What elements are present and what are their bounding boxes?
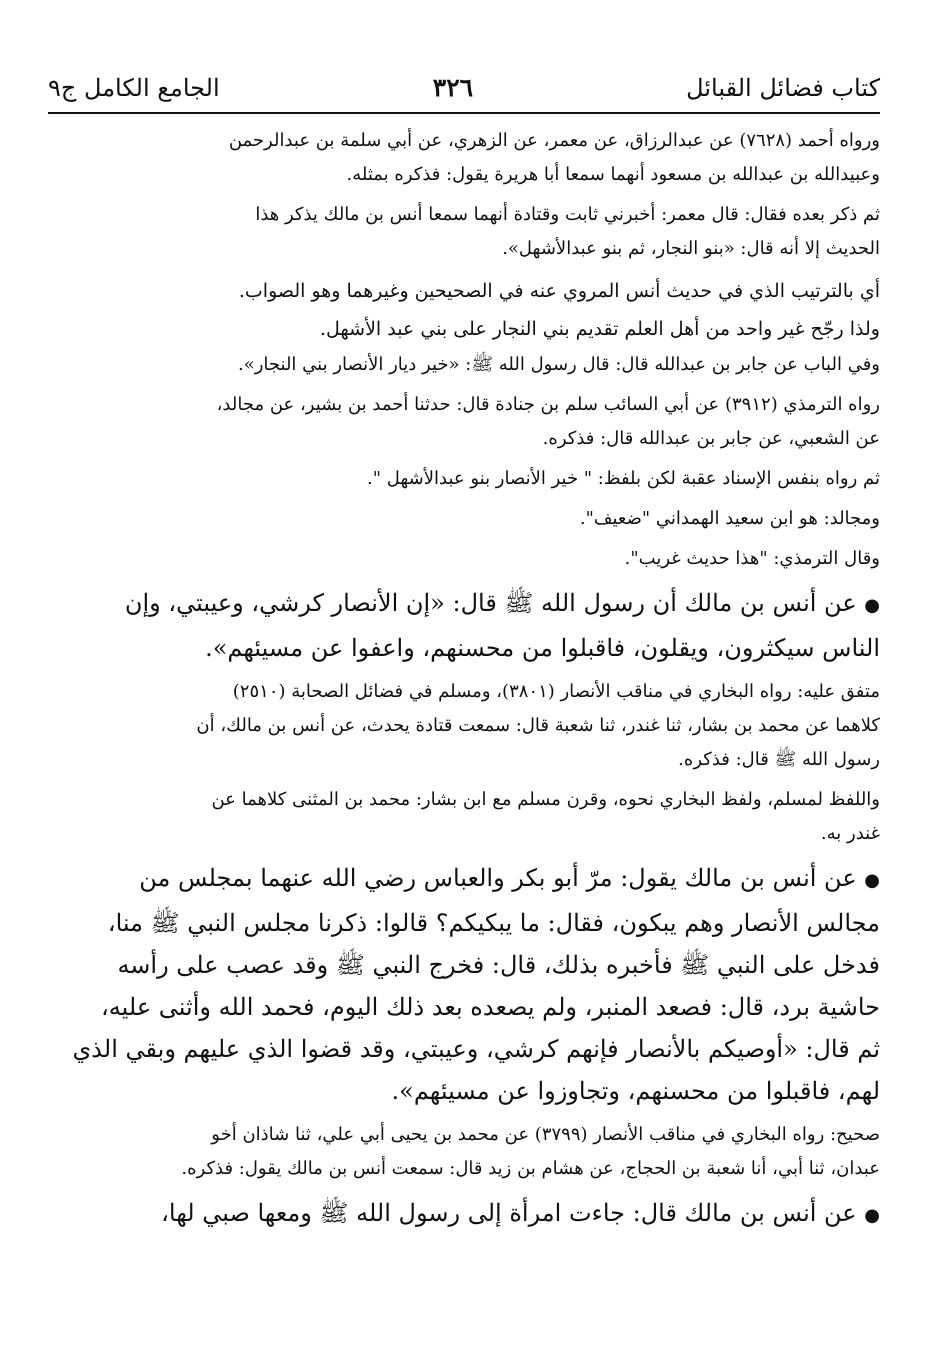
line-text: الحديث إلا أنه قال: «بنو النجار، ثم بنو عبدالأشهل». [502,238,880,259]
text-line [48,1028,880,1070]
line-text: ولذا رجّح غير واحد من أهل العلم تقديم بني النجار على بني عبد الأشهل. [319,318,880,340]
line-text: كلاهما عن محمد بن بشار، ثنا غندر، ثنا شعبة قال: سمعت قتادة يحدث، عن أنس بن مالك، أن [196,715,880,736]
line-text: متفق عليه: رواه البخاري في مناقب الأنصار (٣٨٠١)، ومسلم في فضائل الصحابة (٢٥١٠) [232,681,880,702]
header-book-title: كتاب فضائل القبائل [686,74,880,102]
line-text: عن الشعبي، عن جابر بن عبدالله قال: فذكره. [542,428,880,449]
text-line [48,627,880,669]
text-line [48,817,880,851]
text-line [48,348,880,382]
text-line [48,743,880,777]
bullet-icon: ● [864,595,880,616]
line-text: ورواه أحمد (٧٦٢٨) عن عبدالرزاق، عن معمر، عن الزهري، عن أبي سلمة بن عبدالرحمن [228,130,880,151]
commentary-paragraph [48,462,880,496]
line-text: عن أنس بن مالك قال: جاءت امرأة إلى رسول الله ﷺ ومعها صبي لها، [161,1199,857,1227]
text-line [48,1070,880,1112]
line-text: أي بالترتيب الذي في حديث أنس المروي عنه في الصحيحين وغيرهما وهو الصواب. [238,280,880,302]
text-line [48,158,880,192]
commentary-paragraph [48,388,880,456]
line-text: وقال الترمذي: "هذا حديث غريب". [624,548,880,569]
text-line [48,502,880,536]
commentary-paragraph [48,272,880,310]
line-text: رواه الترمذي (٣٩١٢) عن أبي السائب سلم بن جنادة قال: حدثنا أحمد بن بشير، عن مجالد، [216,394,880,415]
line-text: ثم قال: «أوصيكم بالأنصار فإنهم كرشي، وعيبتي، وقد قضوا الذي عليهم وبقي الذي [72,1035,880,1063]
text-line [48,232,880,266]
text-line [48,310,880,348]
text-line [48,388,880,422]
hadith-paragraph [48,1192,880,1237]
text-line [48,462,880,496]
hadith-paragraph [48,857,880,1112]
commentary-paragraph [48,783,880,851]
text-line [48,675,880,709]
line-text: وعبيدالله بن عبدالله بن مسعود أنهما سمعا أبا هريرة يقول: فذكره بمثله. [346,164,880,185]
commentary-paragraph [48,124,880,192]
commentary-paragraph [48,675,880,777]
text-line [48,1118,880,1152]
line-text: الناس سيكثرون، ويقلون، فاقبلوا من محسنهم، واعفوا عن مسيئهم». [205,634,880,662]
text-line [48,542,880,576]
text-line [48,1192,880,1237]
text-line [48,783,880,817]
line-text: فدخل على النبي ﷺ فأخبره بذلك، قال: فخرج النبي ﷺ وقد عصب على رأسه [117,951,880,979]
header-volume-title: الجامع الكامل ج٩ [48,74,220,102]
text-line [48,857,880,902]
line-text: غندر به. [820,823,880,844]
page-body [48,124,880,1243]
commentary-paragraph [48,1118,880,1186]
page-number: ٣٢٦ [432,73,474,102]
header-divider [48,112,880,114]
commentary-paragraph [48,542,880,576]
text-line [48,986,880,1028]
text-line [48,944,880,986]
hadith-paragraph [48,582,880,669]
line-text: وفي الباب عن جابر بن عبدالله قال: قال رسول الله ﷺ: «خير ديار الأنصار بني النجار». [237,354,880,375]
commentary-paragraph [48,348,880,382]
commentary-paragraph [48,198,880,266]
text-line [48,272,880,310]
text-line [48,198,880,232]
line-text: واللفظ لمسلم، ولفظ البخاري نحوه، وقرن مسلم مع ابن بشار: محمد بن المثنى كلاهما عن [211,789,880,810]
line-text: حاشية برد، قال: فصعد المنبر، ولم يصعده بعد ذلك اليوم، فحمد الله وأثنى عليه، [101,993,880,1021]
running-header [48,56,880,100]
line-text: مجالس الأنصار وهم يبكون، فقال: ما يبكيكم؟ قالوا: ذكرنا مجلس النبي ﷺ منا، [107,909,880,937]
bullet-icon: ● [864,870,880,891]
line-text: عن أنس بن مالك يقول: مرّ أبو بكر والعباس رضي الله عنهما بمجلس من [139,864,857,892]
line-text: لهم، فاقبلوا من محسنهم، وتجاوزوا عن مسيئهم». [391,1077,880,1105]
line-text: ثم رواه بنفس الإسناد عقبة لكن بلفظ: " خير الأنصار بنو عبدالأشهل ". [367,468,880,489]
commentary-paragraph [48,502,880,536]
bullet-icon: ● [864,1205,880,1226]
text-line [48,124,880,158]
commentary-paragraph [48,310,880,348]
line-text: عن أنس بن مالك أن رسول الله ﷺ قال: «إن الأنصار كرشي، وعيبتي، وإن [124,589,857,617]
text-line [48,902,880,944]
text-line [48,582,880,627]
line-text: ومجالد: هو ابن سعيد الهمداني "ضعيف". [579,508,880,529]
text-line [48,1152,880,1186]
line-text: صحيح: رواه البخاري في مناقب الأنصار (٣٧٩٩) عن محمد بن يحيى أبي علي، ثنا شاذان أخو [211,1124,880,1145]
text-line [48,422,880,456]
line-text: ثم ذكر بعده فقال: قال معمر: أخبرني ثابت وقتادة أنهما سمعا أنس بن مالك يذكر هذا [255,204,880,225]
text-line [48,709,880,743]
line-text: رسول الله ﷺ قال: فذكره. [678,749,880,770]
line-text: عبدان، ثنا أبي، أنا شعبة بن الحجاج، عن هشام بن زيد قال: سمعت أنس بن مالك يقول: فذكره. [181,1158,880,1179]
